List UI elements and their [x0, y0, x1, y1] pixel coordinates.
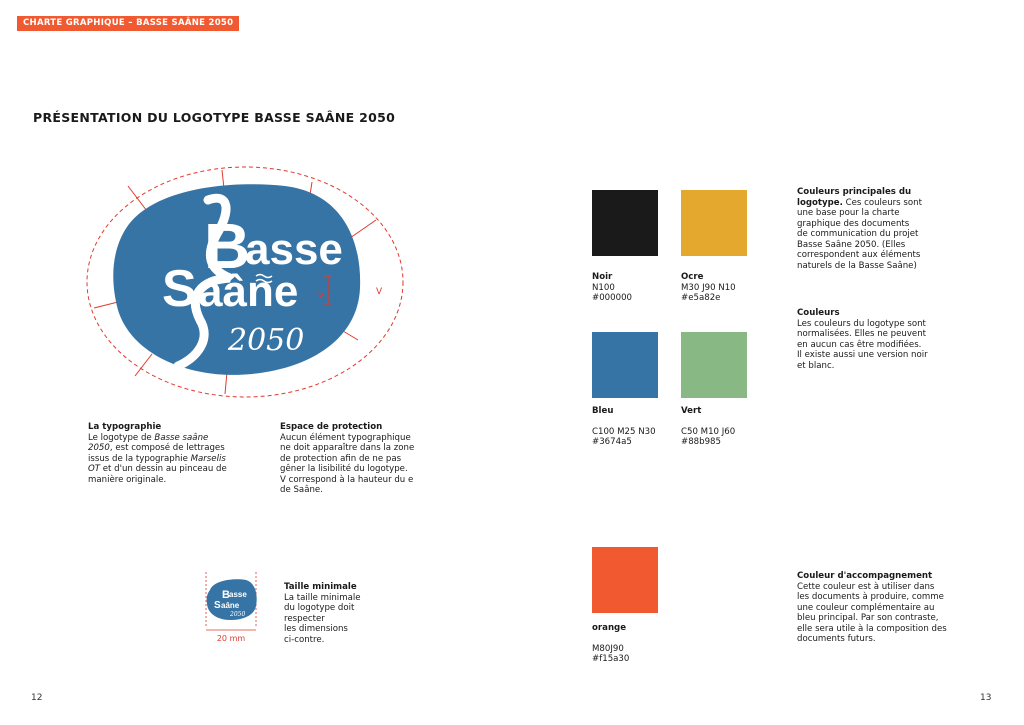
header-tag: CHARTE GRAPHIQUE – BASSE SAÂNE 2050: [17, 16, 239, 31]
v-label-inner: V: [318, 291, 325, 301]
typography-block: La typographie Le logotype de Basse saâne 2050, est composé de lettrages issus de la typographie Marselis OT et d'un dessin au pinceau de manière originale.: [88, 422, 227, 485]
logo-initial-b: B: [204, 210, 251, 282]
swatch-ocre: [681, 190, 747, 256]
v-label-outer: V: [376, 287, 383, 297]
logo-word-aane: aâne: [198, 267, 299, 316]
min-size-block: Taille minimale La taille minimale du logotype doit respecter les dimensions ci-contre.: [284, 582, 361, 645]
page-number-right: 13: [980, 693, 992, 703]
swatch-ocre-label: Ocre M30 J90 N10 #e5a82e: [681, 272, 736, 303]
protection-block: Espace de protection Aucun élément typographique ne doit apparaître dans la zone de protection afin de ne pas gêner la lisibilité du logotype. V correspond à la hauteur du e de Saâne.: [280, 422, 415, 495]
swatch-orange: [592, 547, 658, 613]
swatch-bleu: [592, 332, 658, 398]
swatch-noir-label: Noir N100 #000000: [592, 272, 633, 303]
swatch-vert: [681, 332, 747, 398]
logo-colors-note: Couleurs Les couleurs du logotype sont normalisées. Elles ne peuvent en aucun cas être modifiées. Il existe aussi une version noir et blanc.: [797, 308, 928, 371]
svg-text:asse: asse: [229, 590, 247, 599]
logo-min-size-diagram: [200, 572, 262, 644]
swatch-vert-label: Vert C50 M10 J60 #88b985: [681, 406, 736, 447]
logo-protection-diagram: [80, 160, 410, 410]
svg-text:B: B: [222, 589, 230, 601]
protection-heading: Espace de protection: [280, 422, 383, 432]
svg-text:aâne: aâne: [221, 601, 240, 610]
accent-color-note: Couleur d'accompagnement Cette couleur est à utiliser dans les documents à produire, comme une couleur complémentaire au bleu principal. Par son contraste, elle sera utile à la composition des documents futurs.: [797, 571, 947, 644]
main-colors-note: Couleurs principales du logotype. Ces couleurs sont une base pour la charte graphique des documents de communication du projet Basse Saâne 2050. (Elles correspondent aux éléments naturels de la Basse Saâne): [797, 187, 922, 271]
logo-initial-s: S: [162, 260, 197, 318]
logo-year: 2050: [228, 323, 305, 358]
min-size-heading: Taille minimale: [284, 582, 357, 592]
swatch-bleu-label: Bleu C100 M25 N30 #3674a5: [592, 406, 656, 447]
page-number-left: 12: [31, 693, 43, 703]
logo-word-asse: asse: [245, 225, 343, 274]
min-size-dimension: 20 mm: [216, 634, 246, 643]
page-title: PRÉSENTATION DU LOGOTYPE BASSE SAÂNE 2050: [33, 110, 396, 125]
swatch-orange-label: orange M80J90 #f15a30: [592, 623, 630, 664]
typography-heading: La typographie: [88, 422, 162, 432]
swatch-noir: [592, 190, 658, 256]
svg-text:S: S: [214, 600, 221, 611]
svg-text:2050: 2050: [230, 611, 246, 618]
